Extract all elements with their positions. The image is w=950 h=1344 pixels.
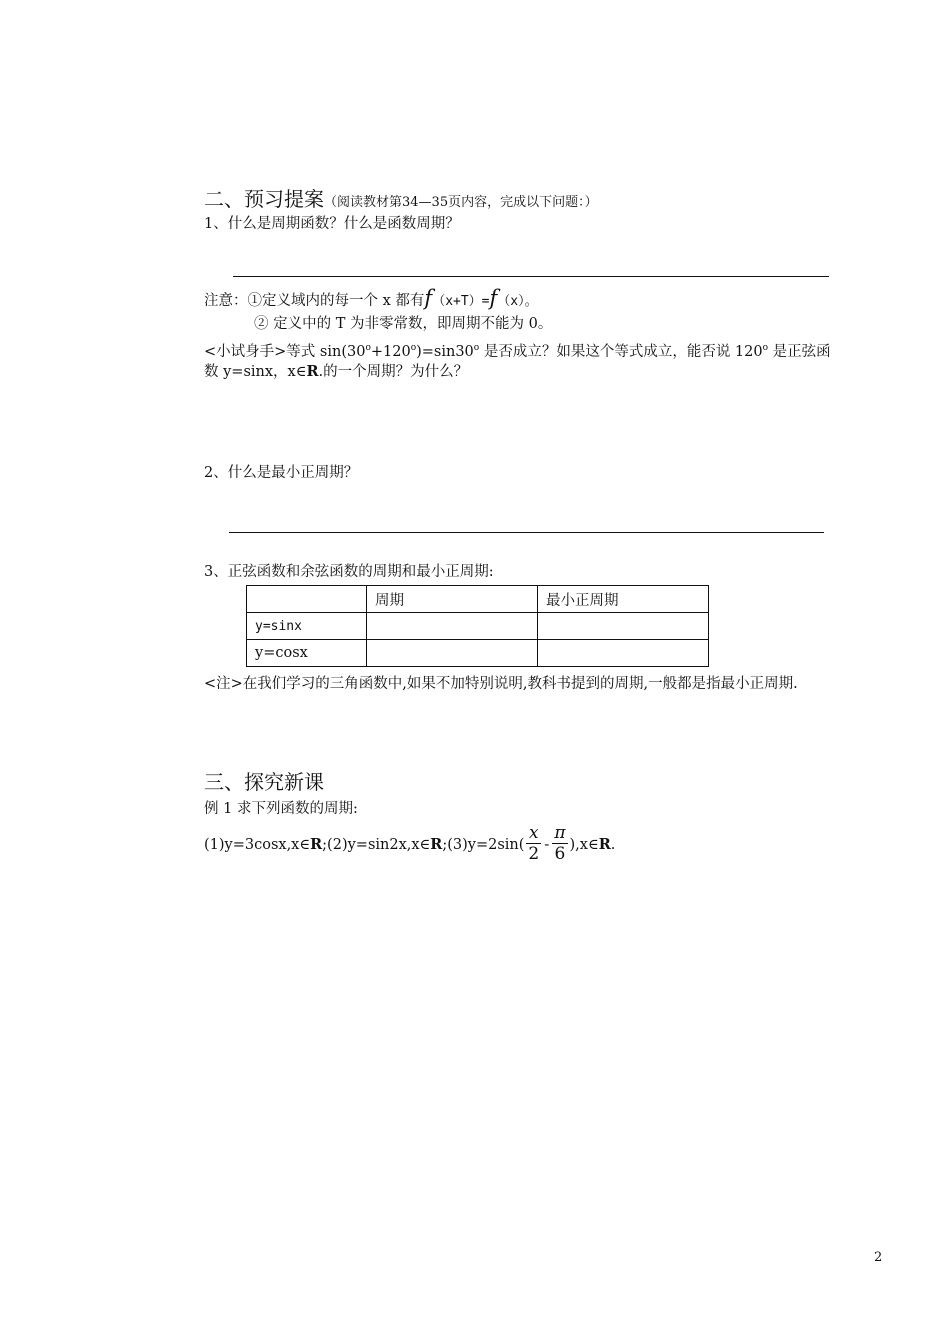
fraction-x-over-2 <box>526 823 541 864</box>
formula-part-b: ;(2)y=sin2x,x∈ <box>322 837 431 853</box>
function-f-symbol: f <box>424 286 433 310</box>
try-text-c: )=sin30 <box>416 344 474 360</box>
formula-end: . <box>610 837 616 853</box>
minus-sign: - <box>544 835 550 853</box>
example-1: 例 1 求下列函数的周期: <box>204 801 358 817</box>
table-cell-function: y=cosx <box>247 640 367 667</box>
note-mid: （x+T）= <box>432 294 490 309</box>
question-3: 3、正弦函数和余弦函数的周期和最小正周期: <box>204 564 494 580</box>
section2-subtitle: （阅读教材第34—35页内容，完成以下问题：） <box>324 195 598 210</box>
real-set-symbol: R <box>430 836 443 853</box>
fraction-numerator: π <box>554 822 566 843</box>
try-it-line-2 <box>204 362 468 382</box>
table-header-cell: 最小正周期 <box>538 586 709 613</box>
table-cell-period[interactable] <box>367 613 538 640</box>
note-prefix: 注意：①定义域内的每一个 x 都有 <box>204 293 425 309</box>
table-header-cell <box>247 586 367 613</box>
fraction-numerator: x <box>526 823 541 844</box>
degree-sign: o <box>762 343 769 353</box>
fraction-denominator: 6 <box>554 843 566 864</box>
table-row <box>247 613 709 640</box>
try-line2-a: 数 y=sinx，x∈ <box>204 364 307 380</box>
fraction-denominator: 2 <box>528 843 540 864</box>
period-table <box>246 585 709 667</box>
page-number: 2 <box>874 1250 883 1265</box>
question-1: 1、什么是周期函数？什么是函数周期？ <box>204 216 460 232</box>
formula-part-d: ),x∈ <box>569 837 599 853</box>
example-1-formula <box>204 822 615 867</box>
answer-line-1 <box>233 276 829 277</box>
fraction-pi-over-6 <box>552 823 567 864</box>
table-cell-period[interactable] <box>367 640 538 667</box>
question-2: 2、什么是最小正周期？ <box>204 465 359 481</box>
note-end: （x）。 <box>497 294 538 309</box>
degree-sign: o <box>473 343 480 353</box>
note-minimum-period: <注>在我们学习的三角函数中,如果不加特别说明,教科书提到的周期,一般都是指最小正周期. <box>204 676 798 692</box>
try-line2-b: .的一个周期？为什么？ <box>318 364 469 380</box>
formula-part-c: ;(3)y=2sin( <box>442 837 525 853</box>
table-cell-min-period[interactable] <box>538 640 709 667</box>
real-set-symbol: R <box>598 836 611 853</box>
formula-part-a: (1)y=3cosx,x∈ <box>204 837 311 853</box>
real-set-symbol: R <box>306 363 319 380</box>
table-cell-function: y=sinx <box>247 613 367 640</box>
table-header-cell: 周期 <box>367 586 538 613</box>
section2-heading <box>204 186 598 212</box>
try-text-a: <小试身手>等式 sin(30 <box>204 344 366 360</box>
degree-sign: o <box>365 343 371 353</box>
try-text-e: 是正弦函 <box>768 344 831 360</box>
note-period-nonzero: ② 定义中的 T 为非零常数，即周期不能为 0。 <box>254 316 553 332</box>
answer-line-2 <box>229 532 824 533</box>
degree-sign: o <box>410 343 417 353</box>
try-it-line-1 <box>204 338 831 362</box>
table-row <box>247 640 709 667</box>
section2-title: 二、预习提案 <box>204 187 324 211</box>
table-header-row <box>247 586 709 613</box>
function-f-symbol-2: f <box>489 286 498 310</box>
try-text-d: 是否成立？如果这个等式成立，能否说 120 <box>479 344 763 360</box>
section3-title: 三、探究新课 <box>204 770 324 794</box>
try-text-b: +120 <box>370 344 411 360</box>
table-cell-min-period[interactable] <box>538 613 709 640</box>
real-set-symbol: R <box>310 836 323 853</box>
note-definition <box>204 288 538 312</box>
